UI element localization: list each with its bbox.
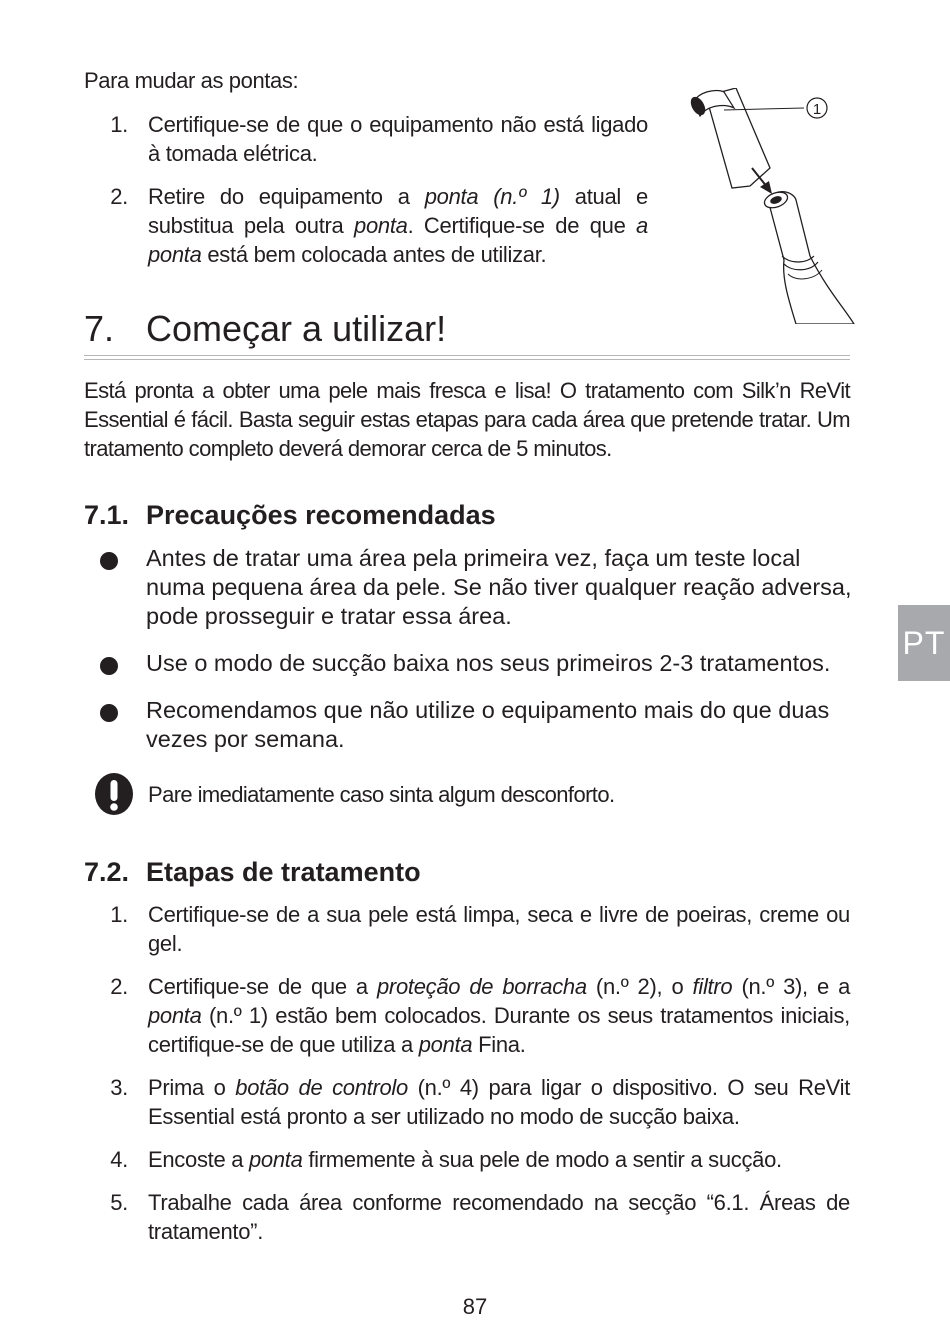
step-text-italic: filtro — [692, 974, 733, 999]
step-text: Retire do equipamento a — [148, 184, 425, 209]
tip-change-steps — [84, 110, 648, 283]
section-7-heading — [84, 308, 446, 350]
section-7-1-title: Precauções recomendadas — [146, 500, 496, 530]
bullet-text: Recomendamos que não utilize o equipamento mais do que duas vezes por semana. — [146, 697, 830, 752]
bullet-dot — [100, 552, 118, 570]
step-text: (n.º 3), e a — [732, 974, 851, 999]
arrow-head — [760, 181, 772, 194]
page-number: 87 — [462, 1294, 488, 1319]
bullet-dot — [100, 704, 118, 722]
list-item — [84, 544, 860, 631]
section-7-2-number: 7.2. — [84, 857, 130, 887]
warning-text: Pare imediatamente caso sinta algum desconforto. — [148, 782, 615, 807]
step-text: (n.º 4) para ligar o dispositivo. O seu ReVit Essential está pronto a ser utilizado no modo de sucção baixa. — [148, 1075, 851, 1129]
section-7-title: Começar a utilizar! — [146, 308, 447, 349]
step-text-italic: ponta (n.º 1) — [424, 184, 560, 209]
step-item — [84, 182, 648, 269]
section-7-2-heading — [84, 857, 421, 888]
precautions-list — [84, 544, 860, 772]
section-7-1-heading — [84, 500, 496, 531]
step-text: Prima o — [148, 1075, 236, 1100]
step-text: Encoste a — [148, 1147, 249, 1172]
section-7-1-number: 7.1. — [84, 500, 130, 530]
step-number: 1. — [110, 112, 128, 137]
step-text: . Certifique-se de que — [407, 213, 637, 238]
step-text-italic: ponta — [418, 1032, 473, 1057]
step-item — [84, 972, 850, 1059]
heading-rule-top — [84, 355, 850, 356]
bullet-text: Antes de tratar uma área pela primeira vez, faça um teste local numa pequena área da pele. Se não tiver qualquer reação adversa, pode prosseguir e tratar essa área. — [146, 545, 852, 629]
section-7-2-title: Etapas de tratamento — [146, 857, 421, 887]
step-text-italic: ponta — [248, 1147, 303, 1172]
step-text-italic: proteção de borracha — [376, 974, 587, 999]
step-item — [84, 110, 648, 168]
callout-number: 1 — [812, 101, 822, 118]
step-text: Fina. — [472, 1032, 526, 1057]
intro-paragraph: Está pronta a obter uma pele mais fresca e lisa! O tratamento com Silk’n ReVit Essential é fácil. Basta seguir estas etapas para cada área que pretende tratar. Um tratamento completo deverá demorar cerca de 5 minutos. — [84, 378, 850, 461]
heading-rule-bottom — [84, 359, 850, 360]
step-text-italic: a ponta — [148, 213, 648, 267]
warning-icon — [94, 772, 134, 816]
bullet-text: Use o modo de sucção baixa nos seus primeiros 2-3 tratamentos. — [146, 650, 831, 676]
step-item — [84, 900, 850, 958]
list-item — [84, 649, 860, 678]
section-7-number: 7. — [84, 308, 115, 349]
tip-change-illustration — [676, 88, 860, 324]
step-number: 5. — [110, 1190, 128, 1215]
step-text-italic: ponta — [354, 213, 408, 238]
step-text-italic: ponta — [148, 1003, 202, 1028]
treatment-steps — [84, 900, 850, 1260]
step-text: atual e substitua pela outra — [148, 184, 648, 238]
step-text: Certifique-se de a sua pele está limpa, seca e livre de poeiras, creme ou gel. — [148, 902, 850, 956]
step-item — [84, 1073, 850, 1131]
warning-note — [84, 772, 850, 818]
step-text: (n.º 2), o — [586, 974, 693, 999]
step-item — [84, 1188, 850, 1246]
step-number: 2. — [110, 184, 128, 209]
step-text: Certifique-se de que a — [148, 974, 377, 999]
step-number: 1. — [110, 902, 128, 927]
step-text: Certifique-se de que o equipamento não está ligado à tomada elétrica. — [148, 112, 648, 166]
step-text: está bem colocada antes de utilizar. — [201, 242, 547, 267]
step-item — [84, 1145, 850, 1174]
bullet-dot — [100, 657, 118, 675]
list-item — [84, 696, 860, 754]
step-text: firmemente à sua pele de modo a sentir a sucção. — [302, 1147, 782, 1172]
step-number: 4. — [110, 1147, 128, 1172]
step-number: 3. — [110, 1075, 128, 1100]
step-text: (n.º 1) estão bem colocados. Durante os seus tratamentos iniciais, certifique-se de que utiliza a — [148, 1003, 850, 1057]
step-number: 2. — [110, 974, 128, 999]
language-tab: PT — [898, 605, 950, 681]
step-text: Trabalhe cada área conforme recomendado na secção “6.1. Áreas de tratamento”. — [148, 1190, 850, 1244]
intro-text: Para mudar as pontas: — [84, 68, 299, 93]
step-text-italic: botão de controlo — [235, 1075, 408, 1100]
